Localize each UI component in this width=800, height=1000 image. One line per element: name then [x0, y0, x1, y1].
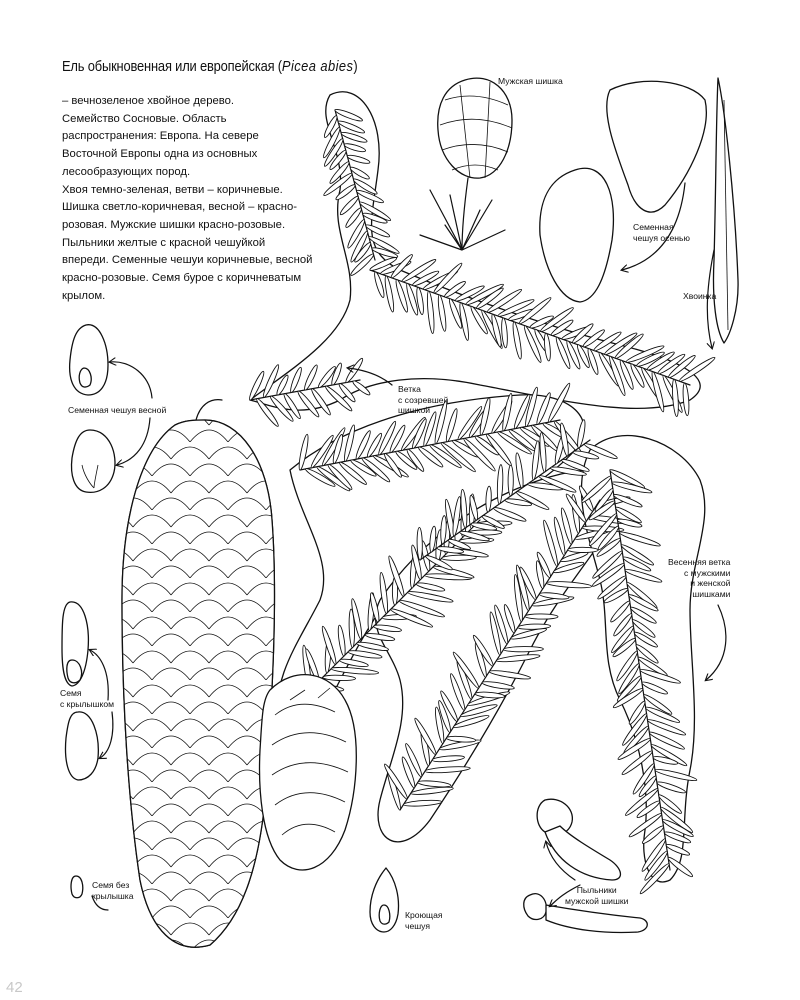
male-cone-drawing — [420, 78, 512, 250]
title-latin-close: ) — [353, 58, 358, 75]
label-line: шишкой — [398, 405, 431, 415]
label-seed-scale-autumn — [633, 222, 690, 243]
page-title — [62, 58, 357, 75]
description-line: Пыльники желтые с красной чешуйкой — [62, 236, 266, 249]
anthers-drawing — [524, 799, 648, 932]
female-cone — [260, 675, 357, 870]
label-spring-branch — [668, 557, 730, 599]
needle — [348, 649, 383, 659]
description-line: лесообразующих пород. — [62, 165, 191, 178]
description-line: – вечнозеленое хвойное дерево. — [62, 95, 235, 107]
label-line: шишками — [692, 588, 731, 599]
label-line: Семя — [60, 688, 82, 698]
needle — [504, 646, 544, 652]
label-line: Кроющая — [405, 910, 443, 920]
label-line: и женской — [690, 578, 731, 588]
label-branch-ripe-cone — [398, 384, 448, 416]
title-latin: Picea abies — [281, 58, 354, 75]
page-number: 42 — [6, 979, 23, 996]
ripe-cone — [122, 400, 274, 948]
description-line: крылом. — [62, 289, 106, 302]
label-line: чешуя осенью — [633, 232, 690, 243]
label-line: мужской шишки — [565, 895, 629, 906]
description-line: распространения: Европа. На севере — [62, 130, 259, 143]
description-line: Семейство Сосновые. Область — [62, 112, 227, 125]
label-line: Весенняя ветка — [668, 557, 731, 567]
label-needle — [683, 291, 716, 302]
label-line: Хвоинка — [683, 291, 717, 301]
label-male-cone — [498, 76, 563, 87]
label-winged-seed — [60, 688, 114, 709]
needle — [568, 547, 598, 552]
description-line: красно-розовые. Семя бурое с коричневатым — [62, 272, 302, 285]
label-line: чешуя — [405, 920, 431, 931]
label-line: Семенная чешуя весной — [68, 405, 167, 415]
label-seed-scale-spring — [68, 405, 166, 416]
label-anthers — [565, 885, 628, 906]
bract-scale-drawing — [370, 868, 399, 932]
seed-scale-autumn-drawing — [540, 81, 707, 302]
label-line: Семенная — [633, 222, 674, 232]
description-line: Восточной Европы одна из основных — [62, 148, 258, 161]
description-line: Хвоя темно-зеленая, ветви – коричневые. — [62, 183, 283, 196]
title-latin-open: ( — [277, 58, 282, 75]
label-line: Мужская шишка — [498, 76, 563, 86]
label-line: с мужскими — [684, 567, 731, 578]
title-main: Ель обыкновенная или европейская — [62, 58, 275, 75]
needle-drawing — [707, 78, 738, 348]
label-line: с крылышком — [60, 698, 115, 709]
label-line: Семя без — [92, 880, 130, 890]
description-line: впереди. Семенные чешуи коричневые, весной — [62, 254, 313, 267]
needle — [508, 465, 513, 496]
description — [62, 93, 362, 305]
label-line: крылышка — [92, 890, 134, 901]
needle — [417, 527, 423, 560]
label-bract-scale — [405, 910, 443, 931]
description-line: розовая. Мужские шишки красно-розовые. — [62, 218, 286, 231]
label-line: с созревшей — [398, 394, 449, 405]
label-seed-no-wing — [92, 880, 134, 901]
needle — [525, 614, 558, 620]
description-line: Шишка светло-коричневая, весной – красно- — [62, 201, 298, 214]
label-line: Пыльники — [576, 885, 617, 895]
label-line: Ветка — [398, 384, 421, 394]
